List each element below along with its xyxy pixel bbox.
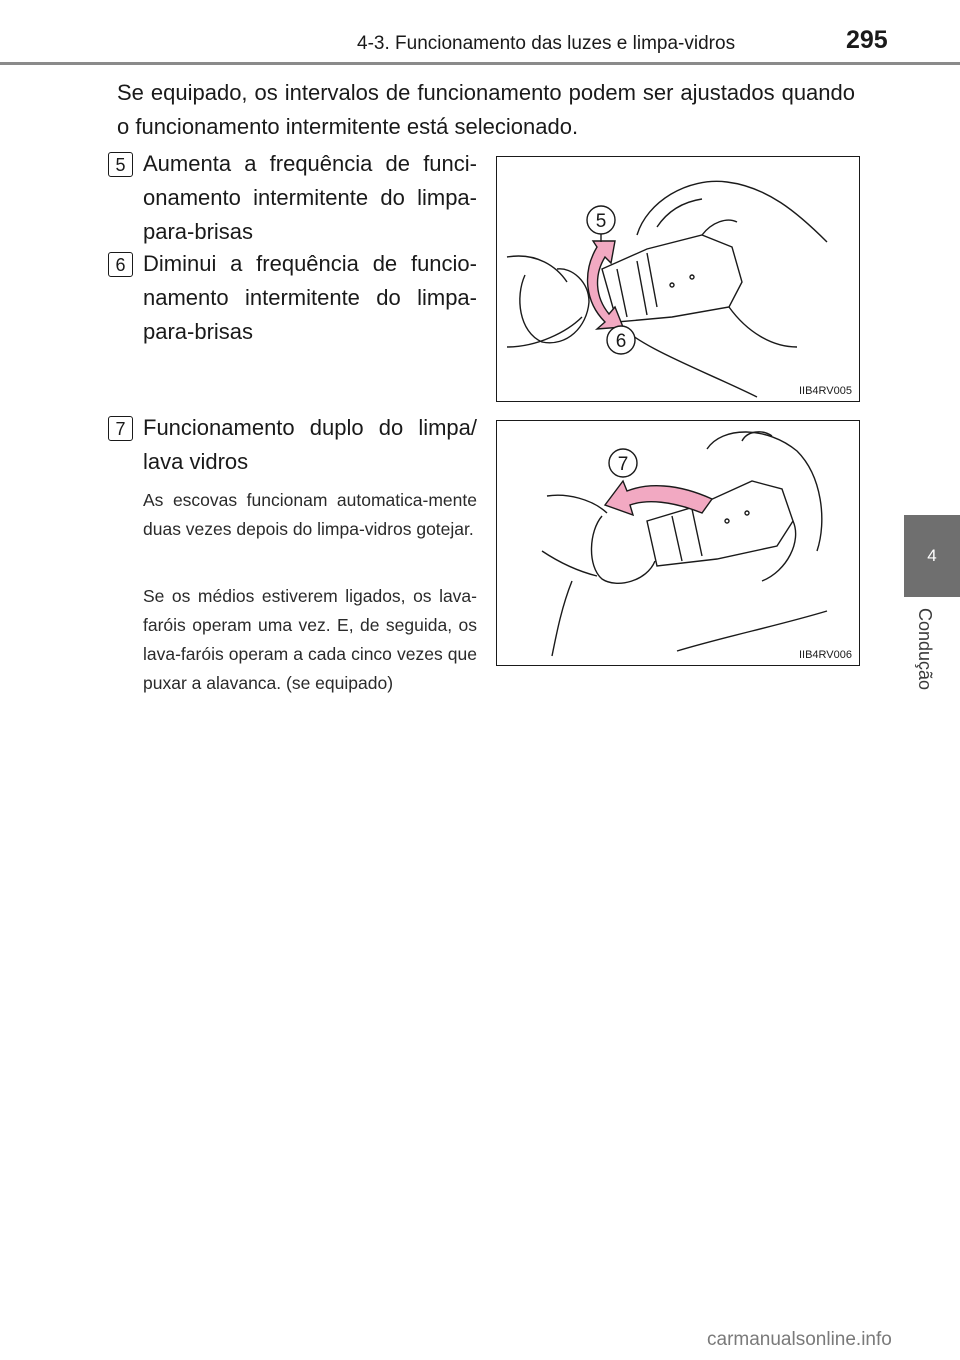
pull-arrow-icon [605, 481, 712, 515]
item-marker-label: 6 [115, 254, 126, 275]
section-title: 4-3. Funcionamento das luzes e limpa-vidros [357, 33, 736, 54]
item-decrease-frequency: Diminui a frequência de funcio-namento intermitente do limpa-para-brisas [143, 251, 477, 344]
figure-wiper-interval [496, 156, 860, 402]
chapter-name: Condução [915, 608, 935, 691]
adjust-arrow-icon [588, 241, 623, 329]
note-headlamp-washers: Se os médios estiverem ligados, os lava-faróis operam uma vez. E, de seguida, os lava-faróis operam a cada cinco vezes que puxar a alavanca. (se equipado) [143, 586, 477, 693]
item-marker-7 [108, 416, 133, 441]
wiper-interval-illustration [497, 157, 859, 401]
item-marker-label: 5 [115, 154, 126, 175]
item-marker-6 [108, 252, 133, 277]
item-double-wash: Funcionamento duplo do limpa/ lava vidros [143, 415, 477, 474]
figure-wiper-double-wash [496, 420, 860, 666]
callout-5: 5 [595, 211, 607, 232]
item-increase-frequency: Aumenta a frequência de funci-onamento intermitente do limpa-para-brisas [143, 151, 477, 244]
note-auto-wipe: As escovas funcionam automatica-mente duas vezes depois do limpa-vidros gotejar. [143, 490, 477, 539]
watermark: carmanualsonline.info [707, 1329, 892, 1350]
callout-7: 7 [617, 454, 629, 475]
figure-code: IIB4RV006 [798, 649, 852, 661]
callout-6: 6 [615, 331, 627, 352]
item-marker-5 [108, 152, 133, 177]
figure-code: IIB4RV005 [798, 385, 852, 397]
chapter-number: 4 [927, 546, 937, 565]
intro-paragraph: Se equipado, os intervalos de funcionamento podem ser ajustados quando o funcionamento intermitente está selecionado. [117, 80, 855, 139]
header-divider [0, 62, 960, 65]
page-number: 295 [846, 26, 888, 54]
item-marker-label: 7 [115, 418, 126, 439]
wiper-pull-illustration [497, 421, 859, 665]
chapter-tab [904, 515, 960, 597]
